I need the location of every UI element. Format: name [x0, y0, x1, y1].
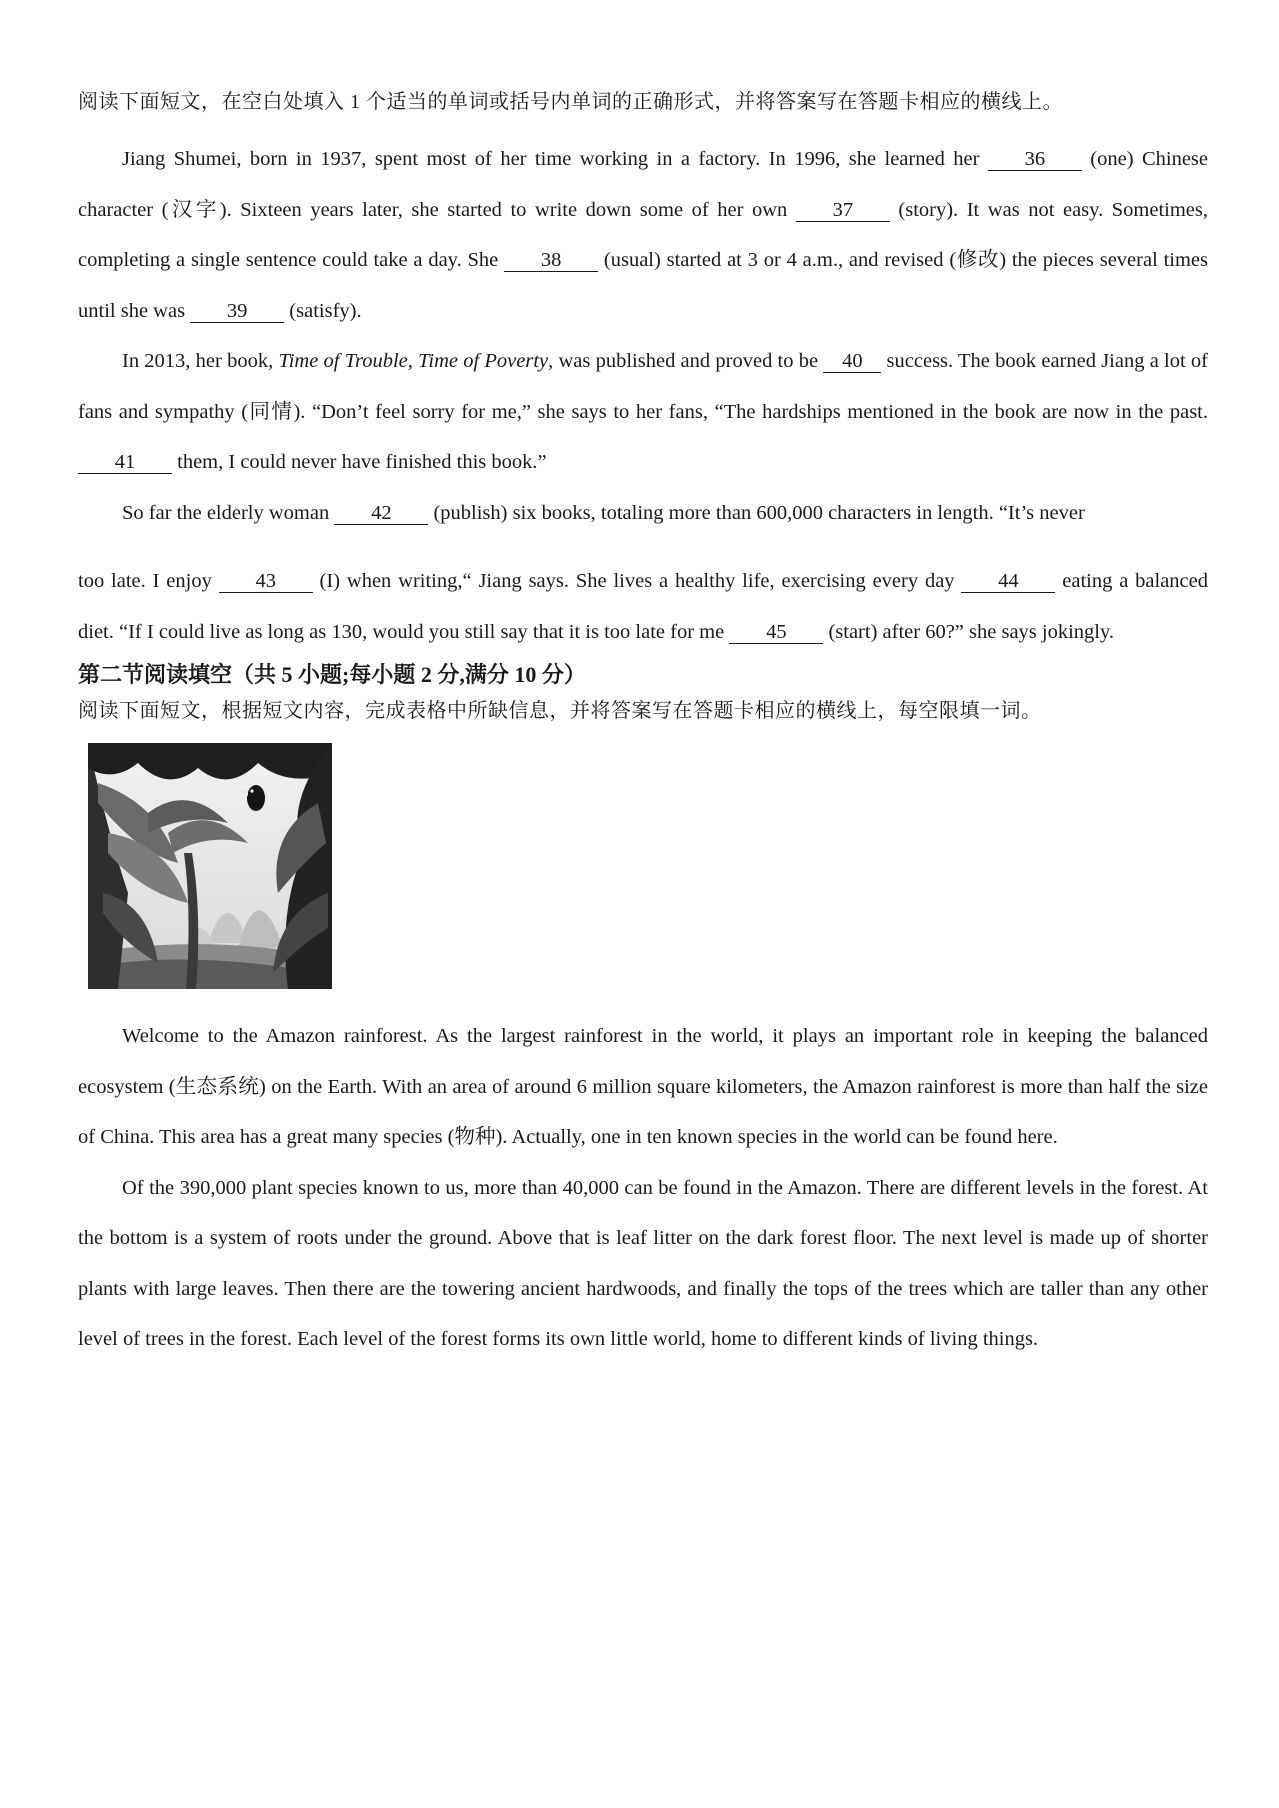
text-span: them, I could never have finished this book.”	[172, 451, 547, 473]
blank-37: 37	[796, 199, 890, 222]
blank-44: 44	[961, 570, 1055, 593]
passage2-paragraph1: Welcome to the Amazon rainforest. As the largest rainforest in the world, it plays an important role in keeping the balanced ecosystem (生态系统) on the Earth. With an area of around 6 million square kilometers, the Amazon rainforest is more than half the size of China. This area has a great many species (物种). Actually, one in ten known species in the world can be found here.	[78, 1025, 1208, 1148]
blank-36: 36	[988, 148, 1082, 171]
passage1-paragraph3-cont	[78, 556, 1208, 657]
text-span: (publish) six books, totaling more than 600,000 characters in length. “It’s never	[428, 501, 1085, 524]
text-span: eating a balanced diet. “If I could live as long as 130, would you still say that it is too late for me	[78, 570, 1208, 643]
passage1-paragraph1	[78, 134, 1208, 336]
section2-heading: 第二节阅读填空（共 5 小题;每小题 2 分,满分 10 分）	[78, 662, 586, 687]
text-span: Jiang Shumei, born in 1937, spent most of her time working in a factory. In 1996, she learned her	[122, 148, 988, 170]
text-span: (satisfy).	[284, 299, 362, 322]
text-span: too late. I enjoy	[78, 570, 219, 592]
document-page	[78, 84, 1208, 1365]
text-span: (story). It was not easy. Sometimes, completing a single sentence could take a day. She	[78, 198, 1208, 271]
book-title: Time of Trouble, Time of Poverty	[278, 350, 549, 372]
text-span: (one) Chinese character (汉字). Sixteen years later, she started to write down some of her own	[78, 148, 1209, 221]
text-span: (start) after 60?” she says jokingly.	[823, 620, 1115, 643]
blank-43: 43	[219, 570, 313, 593]
blank-39: 39	[190, 300, 284, 323]
passage2-paragraph2: Of the 390,000 plant species known to us, more than 40,000 can be found in the Amazon. There are different levels in the forest. At the bottom is a system of roots under the ground. Above that is leaf litter on the dark forest floor. The next level is made up of shorter plants with large leaves. Then there are the towering ancient hardwoods, and finally the tops of the trees which are taller than any other level of trees in the forest. Each level of the forest forms its own little world, home to different kinds of living things.	[78, 1176, 1208, 1350]
text-span: In 2013, her book,	[122, 350, 279, 372]
passage1-paragraph2	[78, 336, 1208, 488]
blank-45: 45	[729, 621, 823, 644]
text-span: So far the elderly woman	[122, 501, 335, 524]
text-span: , was published and proved to be	[548, 350, 824, 372]
blank-38: 38	[504, 249, 598, 272]
blank-42: 42	[334, 502, 428, 525]
text-span: success. The book earned Jiang a lot of fans and sympathy (同情). “Don’t feel sorry for me,” she says to her fans, “The hardships mentioned in the book are now in the past.	[78, 350, 1208, 423]
rainforest-image	[88, 743, 332, 989]
blank-40: 40	[823, 350, 881, 373]
passage1-paragraph3	[78, 488, 1208, 539]
text-span: (I) when writing,“ Jiang says. She lives a healthy life, exercising every day	[312, 570, 962, 592]
blank-41: 41	[78, 451, 172, 474]
section2-instruction: 阅读下面短文，根据短文内容，完成表格中所缺信息，并将答案写在答题卡相应的横线上，每空限填一词。	[78, 700, 1042, 722]
text-span: (usual) started at 3 or 4 a.m., and revised (修改) the pieces several times until she was	[78, 249, 1208, 322]
section1-instruction: 阅读下面短文，在空白处填入 1 个适当的单词或括号内单词的正确形式，并将答案写在答题卡相应的横线上。	[78, 91, 1063, 113]
